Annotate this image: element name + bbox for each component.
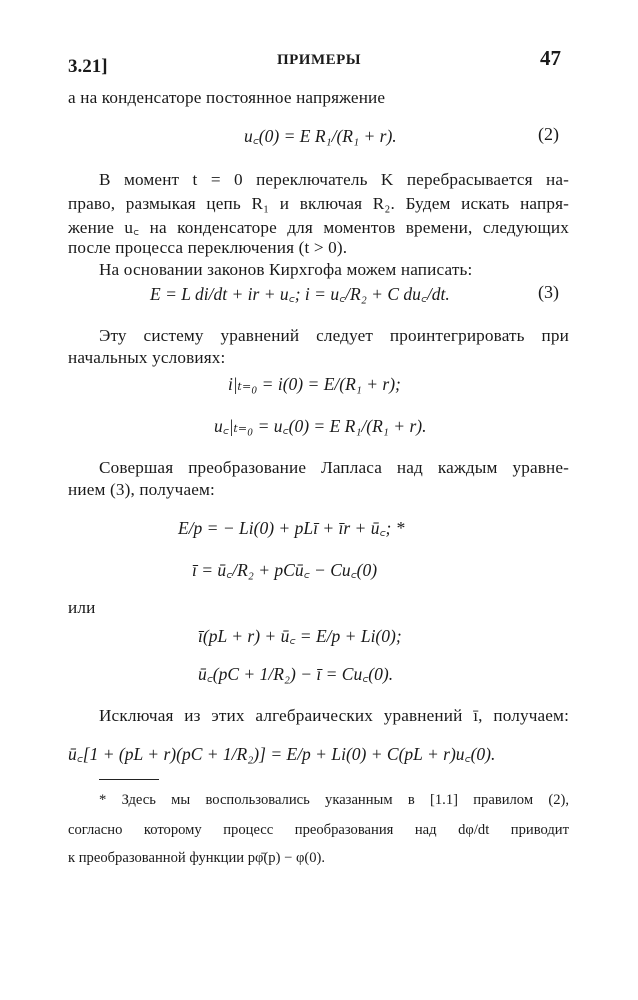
text-line: Совершая преобразование Лапласа над каждым уравне- (99, 458, 569, 477)
laplace-equation-2: ī = ū꜀/R₂ + pCū꜀ − Cu꜀(0) (192, 560, 378, 580)
laplace-equation-1: E/p = − Li(0) + pLī + īr + ū꜀; * (178, 518, 405, 538)
text-line: Эту систему уравнений следует проинтегрировать при (99, 326, 569, 345)
final-equation: ū꜀[1 + (pL + r)(pC + 1/R₂)] = E/p + Li(0) + C(pL + r)u꜀(0). (68, 744, 496, 764)
text-line-ili: или (68, 598, 96, 617)
initial-condition-voltage: u꜀|ₜ₌₀ = u꜀(0) = E R₁/(R₁ + r). (214, 416, 427, 436)
footnote-line: согласно которому процесс преобразования над dφ/dt приводит (68, 822, 569, 838)
text-line: а на конденсаторе постоянное напряжение (68, 88, 386, 107)
text-line: нием (3), получаем: (68, 480, 215, 499)
text-line: жение u꜀ на конденсаторе для моментов времени, следующих (68, 218, 569, 237)
footnote-rule (99, 779, 159, 780)
algebraic-equation-2: ū꜀(pC + 1/R₂) − ī = Cu꜀(0). (198, 664, 394, 684)
text-line: начальных условиях: (68, 348, 226, 367)
equation-2: u꜀(0) = E R₁/(R₁ + r). (244, 126, 397, 146)
section-number: 3.21] (68, 56, 108, 77)
text-line: На основании законов Кирхгофа можем написать: (99, 260, 473, 279)
text-line: после процесса переключения (t > 0). (68, 238, 348, 257)
page-number: 47 (540, 46, 561, 70)
algebraic-equation-1: ī(pL + r) + ū꜀ = E/p + Li(0); (198, 626, 402, 646)
running-title: ПРИМЕРЫ (276, 52, 362, 68)
footnote-line: * Здесь мы воспользовались указанным в [1.1] правилом (2), (99, 792, 569, 808)
initial-condition-current: i|ₜ₌₀ = i(0) = E/(R₁ + r); (228, 374, 401, 394)
text-line: право, размыкая цепь R₁ и включая R₂. Будем искать напря- (68, 194, 569, 213)
text-line: Исключая из этих алгебраических уравнений ī, получаем: (99, 706, 569, 725)
footnote-line: к преобразованной функции pφ̄(p) − φ(0). (68, 850, 326, 866)
equation-number-3: (3) (538, 282, 559, 302)
equation-number-2: (2) (538, 124, 559, 144)
equation-3: E = L di/dt + ir + u꜀; i = u꜀/R₂ + C du꜀/dt. (150, 284, 450, 304)
text-line: В момент t = 0 переключатель K перебрасывается на- (99, 170, 569, 189)
